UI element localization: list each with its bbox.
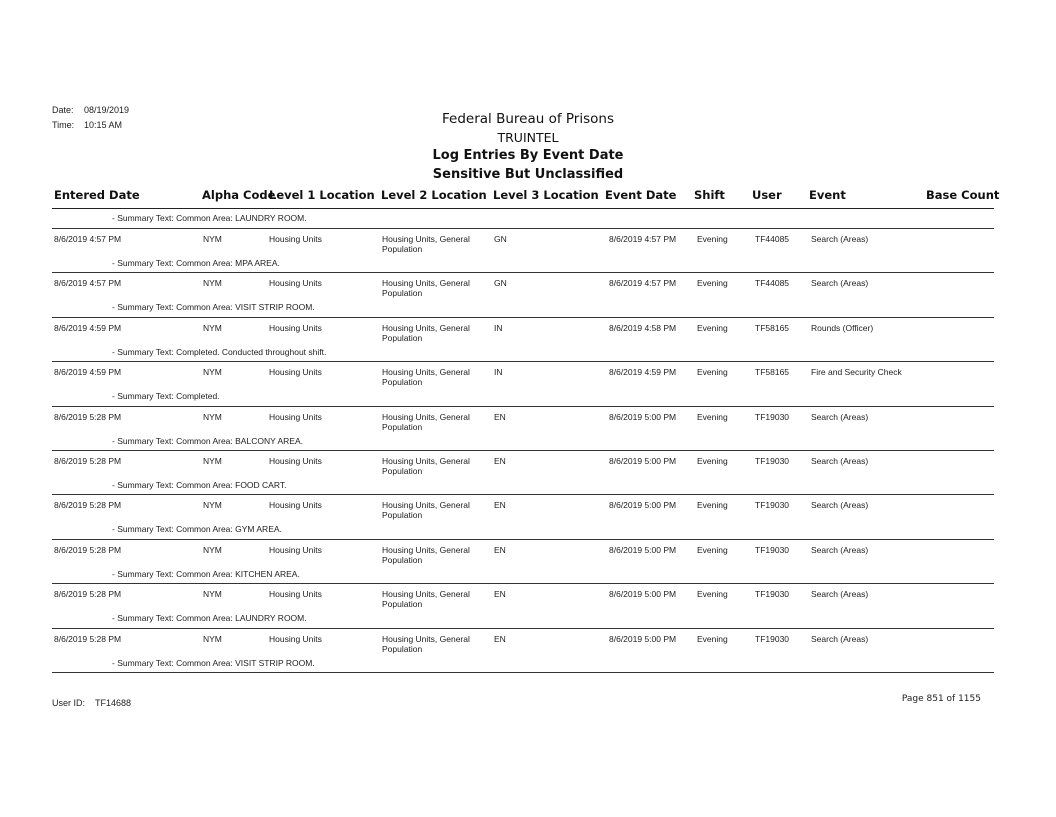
cell-alpha-code: NYM bbox=[203, 278, 222, 289]
cell-entered-date: 8/6/2019 4:57 PM bbox=[54, 278, 122, 289]
cell-level3: EN bbox=[494, 633, 506, 644]
page-number: Page 851 of 1155 bbox=[901, 694, 981, 704]
summary-text: - Summary Text: Common Area: LAUNDRY ROOM. bbox=[112, 213, 307, 223]
row-rule bbox=[52, 228, 994, 229]
cell-level1: Housing Units bbox=[269, 322, 322, 333]
table-row bbox=[0, 406, 1056, 436]
cell-level1: Housing Units bbox=[269, 234, 322, 244]
cell-level3: IN bbox=[494, 367, 503, 378]
col-event-date: Event Date bbox=[605, 188, 677, 202]
cell-user: TF58165 bbox=[755, 322, 790, 333]
row-rule bbox=[52, 361, 994, 362]
cell-shift: Evening bbox=[697, 500, 728, 511]
cell-event: Search (Areas) bbox=[811, 500, 869, 511]
table-row bbox=[0, 361, 1056, 391]
cell-user: TF44085 bbox=[755, 234, 790, 244]
table-row bbox=[0, 628, 1056, 658]
summary-text: - Summary Text: Common Area: BALCONY AREA. bbox=[112, 435, 304, 446]
table-row bbox=[0, 228, 1056, 258]
cell-alpha-code: NYM bbox=[203, 456, 222, 466]
table-row bbox=[0, 583, 1056, 613]
row-rule bbox=[52, 539, 994, 540]
cell-level2: Housing Units, General Population bbox=[382, 544, 470, 565]
header-rule bbox=[52, 208, 994, 209]
cell-level3: EN bbox=[494, 500, 506, 511]
cell-user: TF19030 bbox=[755, 456, 790, 466]
cell-alpha-code: NYM bbox=[203, 633, 222, 644]
cell-alpha-code: NYM bbox=[203, 322, 222, 333]
cell-level1: Housing Units bbox=[269, 589, 322, 600]
cell-shift: Evening bbox=[697, 234, 728, 244]
user-id-value: TF14688 bbox=[95, 698, 132, 708]
cell-event-date: 8/6/2019 4:57 PM bbox=[609, 234, 677, 244]
cell-level3: EN bbox=[494, 456, 506, 466]
cell-event-date: 8/6/2019 4:59 PM bbox=[609, 367, 677, 378]
cell-entered-date: 8/6/2019 5:28 PM bbox=[54, 411, 122, 422]
summary-text: - Summary Text: Completed. bbox=[112, 391, 220, 402]
summary-text: - Summary Text: Completed. Conducted throughout shift. bbox=[112, 346, 327, 357]
cell-entered-date: 8/6/2019 5:28 PM bbox=[54, 589, 122, 600]
report-title: Log Entries By Event Date bbox=[432, 148, 624, 163]
cell-event: Search (Areas) bbox=[811, 456, 869, 466]
table-bottom-rule bbox=[52, 672, 994, 673]
cell-entered-date: 8/6/2019 5:28 PM bbox=[54, 544, 122, 555]
cell-user: TF58165 bbox=[755, 367, 790, 378]
row-rule bbox=[52, 494, 994, 495]
cell-level2: Housing Units, General Population bbox=[382, 411, 470, 432]
table-row bbox=[0, 539, 1056, 569]
time-label: Time: bbox=[52, 120, 75, 130]
summary-text: - Summary Text: Common Area: FOOD CART. bbox=[112, 480, 287, 490]
cell-shift: Evening bbox=[697, 411, 728, 422]
cell-event-date: 8/6/2019 5:00 PM bbox=[609, 589, 677, 600]
cell-event: Search (Areas) bbox=[811, 278, 869, 289]
cell-alpha-code: NYM bbox=[203, 589, 222, 600]
cell-event-date: 8/6/2019 4:58 PM bbox=[609, 322, 677, 333]
table-header bbox=[0, 186, 1056, 208]
summary-text: - Summary Text: Common Area: LAUNDRY ROOM. bbox=[112, 613, 307, 624]
agency-title: Federal Bureau of Prisons bbox=[442, 111, 614, 127]
cell-level2: Housing Units, General Population bbox=[382, 322, 470, 343]
cell-event: Search (Areas) bbox=[811, 633, 869, 644]
cell-user: TF19030 bbox=[755, 500, 790, 511]
cell-event-date: 8/6/2019 5:00 PM bbox=[609, 633, 677, 644]
cell-alpha-code: NYM bbox=[203, 234, 222, 244]
cell-alpha-code: NYM bbox=[203, 367, 222, 378]
cell-entered-date: 8/6/2019 5:28 PM bbox=[54, 456, 122, 466]
col-event: Event bbox=[809, 188, 846, 202]
col-base-count: Base Count bbox=[926, 188, 1000, 202]
cell-event: Search (Areas) bbox=[811, 411, 869, 422]
cell-entered-date: 8/6/2019 4:57 PM bbox=[54, 234, 122, 244]
cell-level3: GN bbox=[494, 278, 507, 289]
cell-level1: Housing Units bbox=[269, 367, 322, 378]
table-row bbox=[0, 494, 1056, 524]
col-level2: Level 2 Location bbox=[381, 188, 487, 202]
table-row bbox=[0, 272, 1056, 302]
cell-event-date: 8/6/2019 4:57 PM bbox=[609, 278, 677, 289]
cell-level2: Housing Units, General Population bbox=[382, 456, 470, 476]
cell-level1: Housing Units bbox=[269, 411, 322, 422]
cell-level2: Housing Units, General Population bbox=[382, 633, 470, 654]
cell-alpha-code: NYM bbox=[203, 411, 222, 422]
col-level3: Level 3 Location bbox=[493, 188, 599, 202]
cell-shift: Evening bbox=[697, 456, 728, 466]
cell-shift: Evening bbox=[697, 544, 728, 555]
cell-level2: Housing Units, General Population bbox=[382, 278, 470, 299]
row-rule bbox=[52, 272, 994, 273]
row-rule bbox=[52, 628, 994, 629]
cell-event: Rounds (Officer) bbox=[811, 322, 874, 333]
cell-entered-date: 8/6/2019 4:59 PM bbox=[54, 367, 122, 378]
cell-level2: Housing Units, General Population bbox=[382, 367, 470, 388]
cell-level3: GN bbox=[494, 234, 507, 244]
summary-text: - Summary Text: Common Area: GYM AREA. bbox=[112, 524, 282, 535]
date-label: Date: bbox=[52, 105, 74, 115]
cell-level2: Housing Units, General Population bbox=[382, 234, 470, 254]
cell-level1: Housing Units bbox=[269, 633, 322, 644]
cell-level2: Housing Units, General Population bbox=[382, 500, 470, 521]
cell-shift: Evening bbox=[697, 633, 728, 644]
cell-user: TF19030 bbox=[755, 544, 790, 555]
summary-text: - Summary Text: Common Area: MPA AREA. bbox=[112, 258, 280, 268]
classification-title: Sensitive But Unclassified bbox=[432, 166, 624, 182]
summary-text: - Summary Text: Common Area: VISIT STRIP ROOM. bbox=[112, 657, 315, 668]
row-rule bbox=[52, 406, 994, 407]
cell-event-date: 8/6/2019 5:00 PM bbox=[609, 500, 677, 511]
cell-entered-date: 8/6/2019 5:28 PM bbox=[54, 633, 122, 644]
cell-level1: Housing Units bbox=[269, 544, 322, 555]
row-rule bbox=[52, 583, 994, 584]
cell-event: Search (Areas) bbox=[811, 589, 869, 600]
col-entered-date: Entered Date bbox=[54, 188, 140, 202]
table-row bbox=[0, 317, 1056, 347]
table-row bbox=[0, 450, 1056, 480]
cell-user: TF19030 bbox=[755, 633, 790, 644]
cell-shift: Evening bbox=[697, 322, 728, 333]
cell-event: Search (Areas) bbox=[811, 234, 869, 244]
footer-user-id bbox=[52, 698, 131, 708]
cell-level1: Housing Units bbox=[269, 456, 322, 466]
date-value: 08/19/2019 bbox=[84, 105, 130, 115]
cell-level3: EN bbox=[494, 544, 506, 555]
cell-event: Search (Areas) bbox=[811, 544, 869, 555]
cell-level3: EN bbox=[494, 589, 506, 600]
user-id-label: User ID: bbox=[52, 698, 86, 708]
col-shift: Shift bbox=[694, 188, 725, 202]
cell-event-date: 8/6/2019 5:00 PM bbox=[609, 411, 677, 422]
cell-level1: Housing Units bbox=[269, 500, 322, 511]
summary-text: - Summary Text: Common Area: VISIT STRIP ROOM. bbox=[112, 302, 315, 313]
cell-user: TF19030 bbox=[755, 411, 790, 422]
cell-shift: Evening bbox=[697, 367, 728, 378]
cell-level1: Housing Units bbox=[269, 278, 322, 289]
cell-shift: Evening bbox=[697, 589, 728, 600]
cell-entered-date: 8/6/2019 5:28 PM bbox=[54, 500, 122, 511]
time-value: 10:15 AM bbox=[84, 120, 123, 130]
summary-text: - Summary Text: Common Area: KITCHEN AREA. bbox=[112, 568, 300, 579]
col-user: User bbox=[752, 188, 782, 202]
cell-user: TF44085 bbox=[755, 278, 790, 289]
report-title-block bbox=[0, 110, 1056, 184]
cell-level2: Housing Units, General Population bbox=[382, 589, 470, 610]
col-alpha-code: Alpha Code bbox=[202, 188, 276, 202]
system-title: TRUINTEL bbox=[497, 129, 559, 145]
cell-entered-date: 8/6/2019 4:59 PM bbox=[54, 322, 122, 333]
cell-user: TF19030 bbox=[755, 589, 790, 600]
cell-level3: EN bbox=[494, 411, 506, 422]
row-rule bbox=[52, 450, 994, 451]
cell-level3: IN bbox=[494, 322, 503, 333]
cell-alpha-code: NYM bbox=[203, 500, 222, 511]
col-level1: Level 1 Location bbox=[269, 188, 375, 202]
cell-event-date: 8/6/2019 5:00 PM bbox=[609, 456, 677, 466]
row-rule bbox=[52, 317, 994, 318]
cell-alpha-code: NYM bbox=[203, 544, 222, 555]
cell-shift: Evening bbox=[697, 278, 728, 289]
cell-event: Fire and Security Check bbox=[811, 367, 902, 378]
cell-event-date: 8/6/2019 5:00 PM bbox=[609, 544, 677, 555]
